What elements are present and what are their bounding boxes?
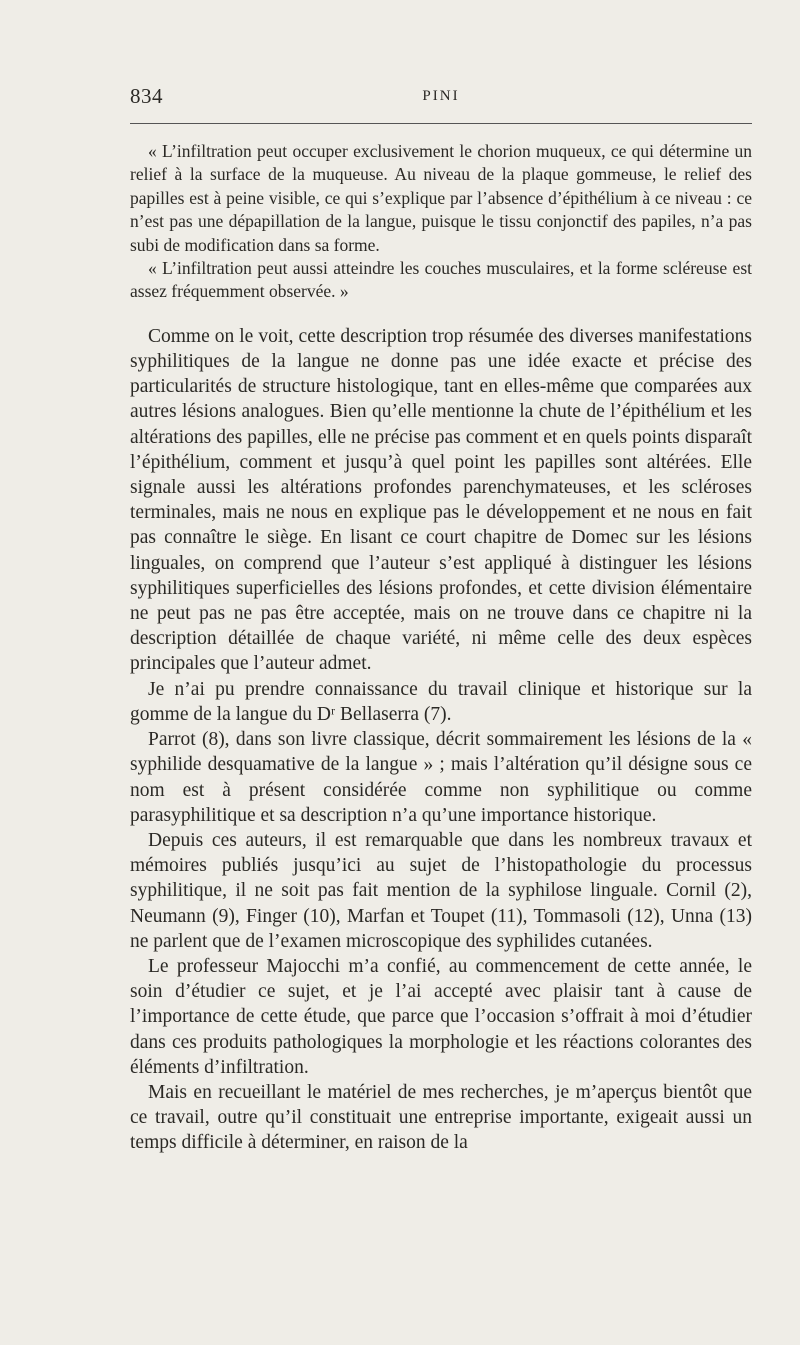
- page-header: [130, 84, 752, 114]
- page-number: 834: [130, 84, 163, 108]
- quote-paragraph: « L’infiltration peut aussi atteindre les couches musculaires, et la forme scléreuse est assez fréquemment observée. »: [130, 258, 752, 302]
- running-title: PINI: [422, 88, 460, 104]
- page-body: [130, 140, 752, 1156]
- body-paragraph: Je n’ai pu prendre connaissance du travail clinique et historique sur la gomme de la langue du Dʳ Bellaserra (7).: [130, 678, 752, 725]
- body-paragraph: Mais en recueillant le matériel de mes recherches, je m’aperçus bientôt que ce travail, outre qu’il constituait une entreprise importante, exigeait aussi un temps difficile à déterminer, en raison de la: [130, 1081, 752, 1154]
- body-paragraph: Depuis ces auteurs, il est remarquable que dans les nombreux travaux et mémoires publiés jusqu’ici au sujet de l’histopathologie du processus syphilitique, il ne soit pas fait mention de la syphilose linguale. Cornil (2), Neumann (9), Finger (10), Marfan et Toupet (11), Tommasoli (12), Unna (13) ne parlent que de l’examen microscopique des syphilides cutanées.: [130, 829, 752, 952]
- body-paragraph: Le professeur Majocchi m’a confié, au commencement de cette année, le soin d’étudier ce sujet, et je l’ai accepté avec plaisir tant à cause de l’importance de cette étude, que parce que l’occasion s’offrait à moi d’étudier dans ces produits pathologiques la morphologie et les réactions colorantes des éléments d’infiltration.: [130, 955, 752, 1078]
- main-text: [130, 324, 752, 1156]
- body-paragraph: Parrot (8), dans son livre classique, décrit sommairement les lésions de la « syphilide desquamative de la langue » ; mais l’altération qu’il désigne sous ce nom est à présent considérée comme non syphilitique ou comme parasyphilitique et sa description n’a qu’une importance historique.: [130, 729, 752, 826]
- quote-paragraph: « L’infiltration peut occuper exclusivement le chorion muqueux, ce qui détermine un relief à la surface de la muqueuse. Au niveau de la plaque gommeuse, le relief des papilles est à peine visible, ce qui s’explique par l’absence d’épithélium à ce niveau : ce n’est pas une dépapillation de la langue, puisque le tissu conjonctif des papiles, n’a pas subi de modification dans sa forme.: [130, 141, 752, 255]
- block-quote: [130, 140, 752, 304]
- header-rule: [130, 123, 752, 124]
- body-paragraph: Comme on le voit, cette description trop résumée des diverses manifestations syphilitiques de la langue ne donne pas une idée exacte et précise des particularités de structure histologique, tant en elles-même que comparées aux autres lésions analogues. Bien qu’elle mentionne la chute de l’épithélium et les altérations des papilles, elle ne précise pas comment et en quels points disparaît l’épithélium, comment et jusqu’à quel point les papilles sont altérées. Elle signale aussi les altérations profondes parenchymateuses, et les scléroses terminales, mais ne nous en explique pas le développement et ne nous en fait pas connaître le siège. En lisant ce court chapitre de Domec sur les lésions linguales, on comprend que l’auteur s’est appliqué à distinguer les lésions syphilitiques superficielles des lésions profondes, et cette division élémentaire ne peut pas ne pas être acceptée, mais on ne trouve dans ce chapitre ni la description détaillée de chaque variété, ni même celle des deux espèces principales que l’auteur admet.: [130, 325, 752, 675]
